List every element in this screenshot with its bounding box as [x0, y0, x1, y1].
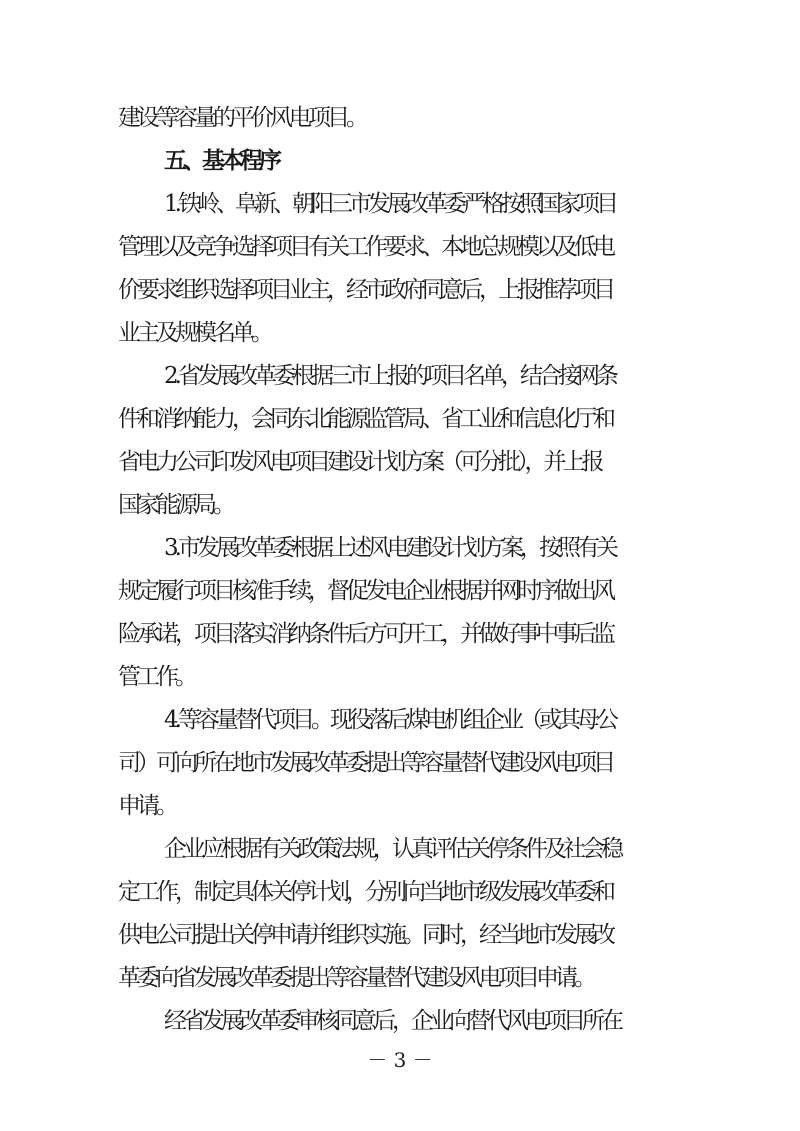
page-number: － 3 － [367, 1048, 433, 1072]
body-text: 4.等容量替代项目。现役落后煤电机组企业（或其母公 [164, 707, 615, 733]
item-3-line-1 [0, 532, 800, 564]
item-1-line-4 [0, 317, 800, 349]
item-2-line-2 [0, 403, 800, 435]
body-text: 经省发展改革委审核同意后，企业向替代风电项目所在 [164, 1008, 620, 1034]
heading-text: 五、基本程序 [164, 147, 278, 174]
body-text: 管理以及竞争选择项目有关工作要求、本地总规模以及低电 [118, 234, 612, 260]
item-4-line-2 [0, 747, 800, 779]
body-text: 险承诺，项目落实消纳条件后方可开工，并做好事中事后监 [118, 621, 612, 647]
body-text: 建设等容量的平价风电项目。 [118, 105, 365, 131]
item-3-line-2 [0, 575, 800, 607]
body-text: 业主及规模名单。 [118, 320, 270, 346]
body-text: 价要求组织选择项目业主，经市政府同意后，上报推荐项目 [118, 277, 612, 303]
paragraph-review-line-1 [0, 1005, 800, 1037]
item-3-line-4 [0, 661, 800, 693]
body-text: 规定履行项目核准手续，督促发电企业根据并网时序做出风 [118, 578, 612, 604]
body-text: 管工作。 [118, 664, 194, 690]
body-text: 供电公司提出关停申请并组织实施。同时，经当地市发展改 [118, 922, 612, 948]
item-4-line-3 [0, 790, 800, 822]
body-text: 1.铁岭、阜新、朝阳三市发展改革委严格按照国家项目 [164, 191, 615, 217]
body-text: 司）可向所在地市发展改革委提出等容量替代建设风电项目 [118, 750, 612, 776]
body-text: 革委向省发展改革委提出等容量替代建设风电项目申请。 [118, 965, 593, 991]
body-text: 件和消纳能力，会同东北能源监管局、省工业和信息化厅和 [118, 406, 612, 432]
item-2-line-4 [0, 489, 800, 521]
item-3-line-3 [0, 618, 800, 650]
item-2-line-1 [0, 360, 800, 392]
item-1-line-2 [0, 231, 800, 263]
body-text: 企业应根据有关政策法规，认真评估关停条件及社会稳 [164, 836, 620, 862]
body-text: 国家能源局。 [118, 492, 232, 518]
body-line-continuation [0, 102, 800, 134]
paragraph-enterprise-line-3 [0, 919, 800, 951]
item-1-line-1 [0, 188, 800, 220]
item-2-line-3 [0, 446, 800, 478]
paragraph-enterprise-line-4 [0, 962, 800, 994]
body-text: 申请。 [118, 793, 175, 819]
body-text: 2.省发展改革委根据三市上报的项目名单，结合接网条 [164, 363, 615, 389]
paragraph-enterprise-line-1 [0, 833, 800, 865]
section-heading-basic-procedure [0, 145, 800, 177]
body-text: 省电力公司印发风电项目建设计划方案（可分批），并上报 [118, 449, 601, 475]
body-text: 3.市发展改革委根据上述风电建设计划方案，按照有关 [164, 535, 615, 561]
item-1-line-3 [0, 274, 800, 306]
item-4-line-1 [0, 704, 800, 736]
body-text: 定工作，制定具体关停计划，分别向当地市级发展改革委和 [118, 879, 612, 905]
paragraph-enterprise-line-2 [0, 876, 800, 908]
